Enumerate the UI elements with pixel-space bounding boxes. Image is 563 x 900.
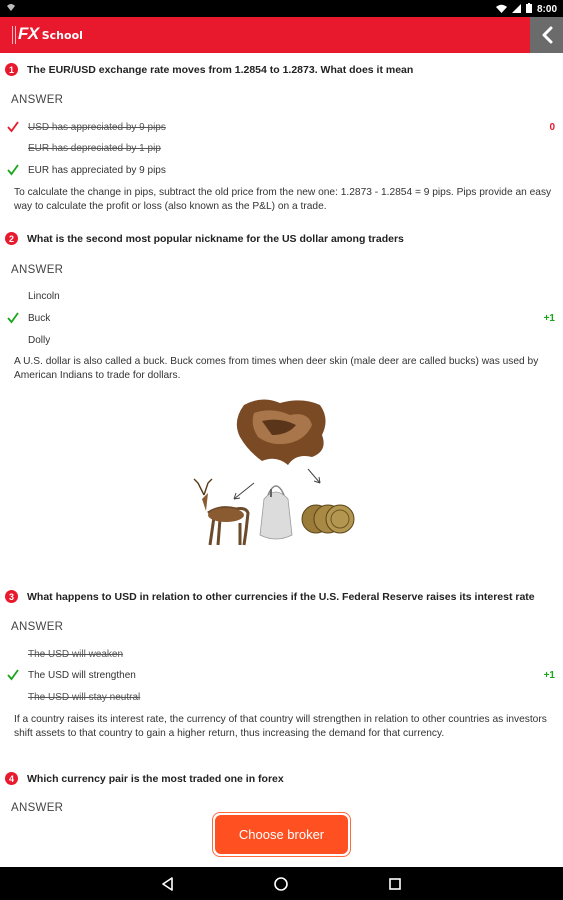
answer-option: Buck xyxy=(28,313,51,324)
question-score: 0 xyxy=(549,122,555,133)
choose-broker-button[interactable] xyxy=(212,812,351,857)
answer-label: ANSWER xyxy=(11,621,64,633)
back-button[interactable] xyxy=(530,17,563,53)
answer-explanation: A U.S. dollar is also called a buck. Buck comes from times when deer skin (male deer are called bucks) was used by American Indians to trade for dollars. xyxy=(14,356,539,381)
deer-icon xyxy=(194,479,248,545)
deer-skin-icon xyxy=(237,399,326,465)
native-american-chief-portrait xyxy=(260,486,292,539)
answer-label: ANSWER xyxy=(11,264,64,276)
answer-option: Dolly xyxy=(28,335,51,346)
correct-answer-check-icon xyxy=(6,163,20,177)
question-number-badge: 1 xyxy=(5,63,18,76)
question-number-badge: 2 xyxy=(5,232,18,245)
correct-answer-check-icon xyxy=(6,311,20,325)
choose-broker-label: Choose broker xyxy=(215,815,348,854)
app-bar xyxy=(0,17,563,53)
question-number-badge: 3 xyxy=(5,590,18,603)
answer-option: The USD will strengthen xyxy=(28,670,136,681)
recents-square-icon[interactable] xyxy=(387,876,403,892)
question-1-header xyxy=(5,63,413,76)
battery-icon xyxy=(526,3,532,16)
question-2-header xyxy=(5,232,404,245)
answer-option: The USD will stay neutral xyxy=(28,692,141,703)
answer-label: ANSWER xyxy=(11,94,64,106)
question-score: +1 xyxy=(543,313,555,324)
coins-icon xyxy=(302,505,354,533)
buck-history-illustration xyxy=(192,395,372,555)
answer-option: Lincoln xyxy=(28,291,60,302)
chevron-left-icon xyxy=(540,26,554,44)
signal-icon xyxy=(512,4,521,16)
fx-school-logo: FX School xyxy=(18,24,83,46)
question-score: +1 xyxy=(543,670,555,681)
home-circle-icon[interactable] xyxy=(273,876,289,892)
wifi-icon xyxy=(496,4,507,16)
question-text: What happens to USD in relation to other currencies if the U.S. Federal Reserve raises its interest rate xyxy=(27,590,535,603)
correct-answer-check-icon xyxy=(6,668,20,682)
answer-label: ANSWER xyxy=(11,802,64,814)
quiz-results-list[interactable] xyxy=(0,53,563,867)
answer-option: EUR has depreciated by 1 pip xyxy=(28,143,161,154)
notification-icon xyxy=(6,2,16,15)
answer-option: USD has appreciated by 9 pips xyxy=(28,122,166,133)
back-triangle-icon[interactable] xyxy=(160,876,176,892)
clock: 8:00 xyxy=(536,4,557,15)
wrong-answer-check-icon xyxy=(6,120,20,134)
answer-explanation: To calculate the change in pips, subtract the old price from the new one: 1.2873 - 1.2854 = 9 pips. Pips provide an easy way to calculate the profit or loss (also known as the P&L) on a trade. xyxy=(14,187,552,212)
question-4-header xyxy=(5,772,284,785)
answer-option: The USD will weaken xyxy=(28,649,124,660)
question-text: What is the second most popular nickname for the US dollar among traders xyxy=(27,232,404,245)
answer-explanation: If a country raises its interest rate, the currency of that country will strengthen in relation to other countries as investors shift assets to that country to gain a higher return, thus increasing the demand for that currency. xyxy=(14,714,547,739)
question-text: Which currency pair is the most traded one in forex xyxy=(27,772,284,785)
question-text: The EUR/USD exchange rate moves from 1.2854 to 1.2873. What does it mean xyxy=(27,63,414,76)
question-3-header xyxy=(5,590,535,603)
status-bar xyxy=(0,0,563,17)
system-navigation-bar xyxy=(0,867,563,900)
answer-option: EUR has appreciated by 9 pips xyxy=(28,165,166,176)
logo-candles-icon xyxy=(12,26,16,44)
question-number-badge: 4 xyxy=(5,772,18,785)
